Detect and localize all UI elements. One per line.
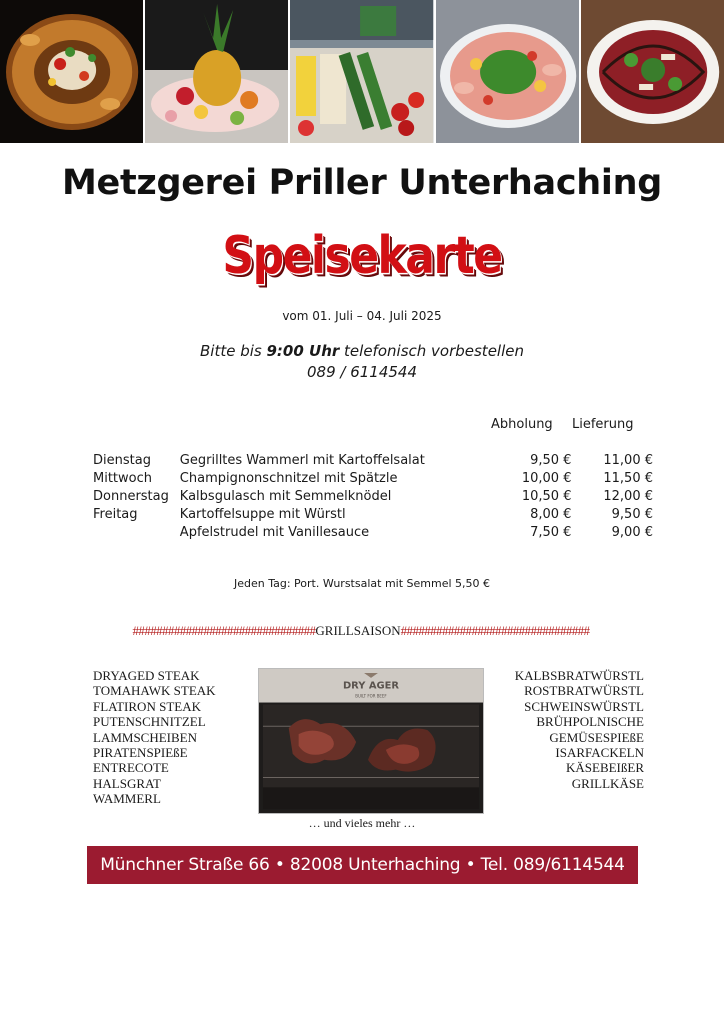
page-title: Metzgerei Priller Unterhaching bbox=[62, 163, 662, 203]
menu-day bbox=[93, 523, 180, 541]
grill-item: HALSGRAT bbox=[93, 775, 161, 791]
weekly-menu-table bbox=[93, 451, 653, 541]
column-header-delivery: Lieferung bbox=[572, 417, 634, 432]
menu-row bbox=[93, 487, 653, 505]
menu-price-delivery: 9,50 € bbox=[611, 506, 653, 522]
carpaccio-plate-photo bbox=[581, 0, 724, 143]
menu-row bbox=[93, 451, 653, 469]
menu-row bbox=[93, 469, 653, 487]
grill-item: PIRATENSPIEßE bbox=[93, 745, 188, 761]
grill-item: ENTRECOTE bbox=[93, 760, 169, 776]
order-time: 9:00 Uhr bbox=[266, 342, 340, 360]
order-prefix: Bitte bis bbox=[199, 342, 267, 360]
menu-row bbox=[93, 505, 653, 523]
grill-item: ISARFACKELN bbox=[555, 745, 644, 761]
menu-price-pickup: 8,00 € bbox=[530, 506, 572, 522]
menu-dish: Kartoffelsuppe mit Würstl bbox=[179, 506, 346, 522]
dry-ager-photo bbox=[258, 668, 484, 814]
menu-price-pickup: 10,00 € bbox=[521, 470, 572, 486]
dryager-tagline: BUILT FOR BEEF bbox=[355, 693, 387, 699]
grill-item: TOMAHAWK STEAK bbox=[93, 683, 216, 699]
menu-dish: Apfelstrudel mit Vanillesauce bbox=[179, 524, 370, 540]
menu-price-delivery: 11,50 € bbox=[603, 470, 653, 486]
menu-row bbox=[93, 523, 653, 541]
grill-list-right bbox=[515, 668, 644, 791]
grill-item: PUTENSCHNITZEL bbox=[93, 714, 206, 730]
grill-item: ROSTBRATWÜRSTL bbox=[524, 683, 644, 699]
order-phone: 089 / 6114544 bbox=[306, 363, 418, 381]
banner-word: GRILLSAISON bbox=[315, 623, 401, 638]
grill-item: KÄSEBEIßER bbox=[566, 760, 644, 776]
grill-item: WAMMERL bbox=[93, 791, 161, 807]
banner-hashes-right: ################################ bbox=[400, 623, 590, 638]
grillsaison-banner bbox=[86, 623, 636, 639]
dryager-brand: DRY AGER bbox=[342, 680, 400, 692]
grill-item: KALBSBRATWÜRSTL bbox=[514, 668, 644, 683]
order-line bbox=[0, 341, 724, 362]
fruit-pineapple-platter-photo bbox=[145, 0, 288, 143]
menu-price-pickup: 10,50 € bbox=[521, 488, 572, 504]
banner-hashes-left: ############################### bbox=[132, 623, 316, 638]
grill-item: GRILLKÄSE bbox=[571, 775, 644, 791]
order-notice bbox=[0, 341, 724, 383]
and-more-text: … und vieles mehr … bbox=[308, 816, 416, 830]
menu-dish: Gegrilltes Wammerl mit Kartoffelsalat bbox=[179, 452, 425, 468]
date-range: vom 01. Juli – 04. Juli 2025 bbox=[282, 309, 442, 323]
cold-cuts-platter-photo bbox=[436, 0, 579, 143]
menu-day: Donnerstag bbox=[93, 488, 169, 504]
photo-strip bbox=[0, 0, 724, 143]
grill-item: LAMMSCHEIBEN bbox=[93, 729, 198, 745]
speisekarte-heading: Speisekarte bbox=[222, 226, 502, 287]
grill-item: FLATIRON STEAK bbox=[93, 698, 201, 714]
grill-item: BRÜHPOLNISCHE bbox=[536, 714, 644, 730]
grill-item: SCHWEINSWÜRSTL bbox=[524, 698, 644, 714]
menu-dish: Kalbsgulasch mit Semmelknödel bbox=[179, 488, 392, 504]
menu-day: Freitag bbox=[93, 506, 138, 522]
menu-price-delivery: 9,00 € bbox=[611, 524, 653, 540]
menu-dish: Champignonschnitzel mit Spätzle bbox=[179, 470, 398, 486]
menu-price-delivery: 11,00 € bbox=[603, 452, 653, 468]
grill-item: GEMÜSESPIEßE bbox=[549, 729, 644, 745]
daily-special: Jeden Tag: Port. Wurstsalat mit Semmel 5,50 € bbox=[233, 577, 491, 590]
braided-bread-wreath-photo bbox=[0, 0, 143, 143]
menu-day: Dienstag bbox=[93, 452, 151, 468]
order-suffix: telefonisch vorbestellen bbox=[339, 342, 524, 360]
footer-address-bar: Münchner Straße 66 • 82008 Unterhaching • Tel. 089/6114544 bbox=[87, 846, 638, 884]
vegetable-platter-photo bbox=[290, 0, 433, 143]
grill-item: DRYAGED STEAK bbox=[93, 668, 200, 683]
menu-day: Mittwoch bbox=[93, 470, 152, 486]
column-header-pickup: Abholung bbox=[491, 417, 553, 432]
grill-list-left bbox=[93, 668, 216, 807]
menu-price-delivery: 12,00 € bbox=[603, 488, 653, 504]
menu-price-pickup: 7,50 € bbox=[530, 524, 572, 540]
menu-price-pickup: 9,50 € bbox=[530, 452, 572, 468]
